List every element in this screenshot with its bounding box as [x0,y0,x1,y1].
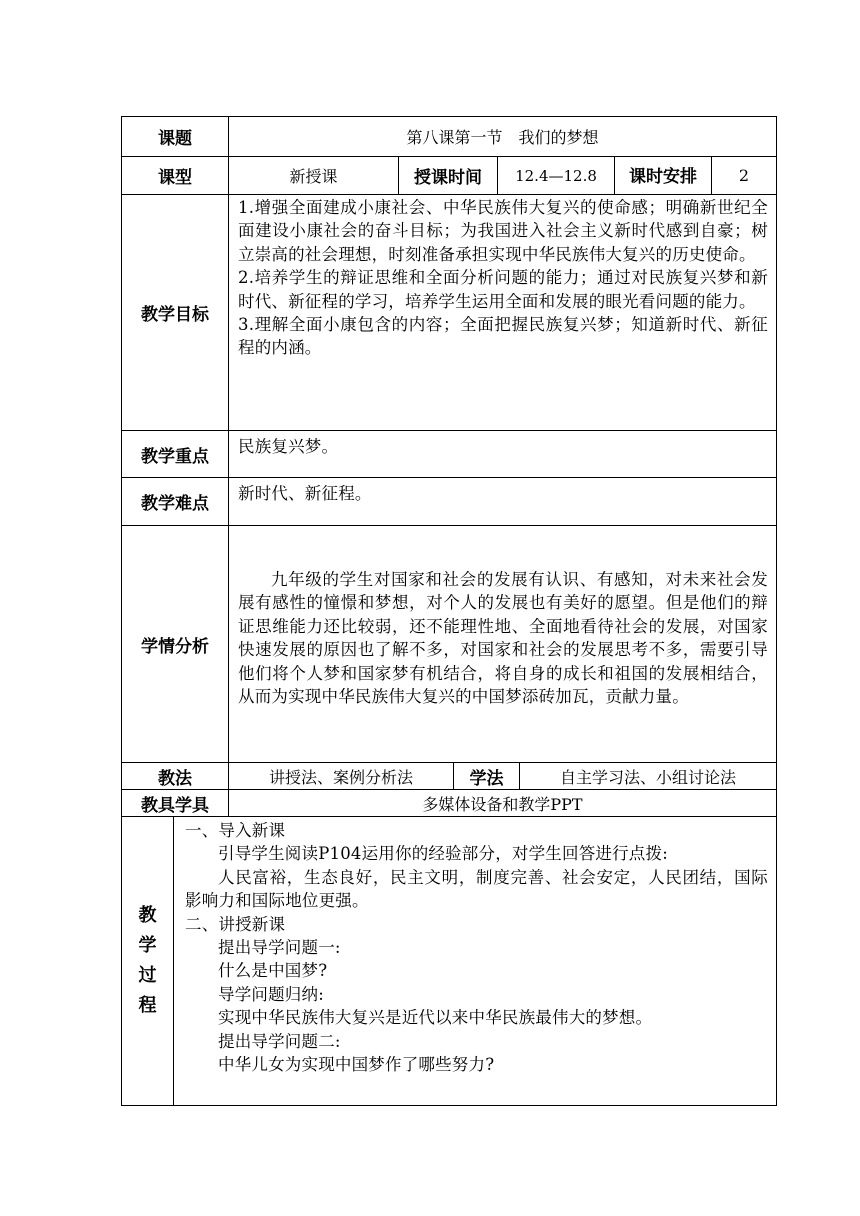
process-line: 二、讲授新课 [185,914,286,934]
process-content [173,816,777,1106]
process-label [121,816,174,1106]
process-line: 人民富裕，生态良好，民主文明，制度完善、社会安定，人民团结，国际影响力和国际地位更强。 [185,867,768,911]
teach-method-value: 讲授法、案例分析法 [228,762,454,790]
process-label-char: 教 [138,905,157,926]
process-line: 提出导学问题一: [218,938,341,958]
process-line: 一、导入新课 [185,821,286,840]
analysis-text: 九年级的学生对国家和社会的发展有认识、有感知，对未来社会发展有感性的憧憬和梦想，对个人的发展也有美好的愿望。但是他们的辩证思维能力还比较弱，还不能理性地、全面地看待社会的发展，对国家快速发展的原因也了解不多，对国家和社会的发展思考不多，需要引导他们将个人梦和国家梦有机结合，将自身的成长和祖国的发展相结合，从而为实现中华民族伟大复兴的中国梦添砖加瓦，贡献力量。 [238,570,768,707]
process-line: 引导学生阅读P104运用你的经验部分，对学生回答进行点拨: [218,844,668,864]
goal-item: 2.培养学生的辩证思维和全面分析问题的能力；通过对民族复兴梦和新时代、新征程的学习，培养学生运用全面和发展的眼光看问题的能力。 [238,268,768,311]
topic-value: 第八课第一节 我们的梦想 [228,116,777,157]
goal-item: 3.理解全面小康包含的内容；全面把握民族复兴梦；知道新时代、新征程的内涵。 [238,315,768,358]
difficulty-label: 教学难点 [121,477,229,526]
process-label-char: 程 [138,995,157,1016]
tools-label: 教具学具 [121,789,229,817]
teach-method-label: 教法 [121,762,229,790]
analysis-content [228,525,777,763]
process-line: 实现中华民族伟大复兴是近代以来中华民族最伟大的梦想。 [218,1008,653,1028]
periods-label: 课时安排 [614,156,712,195]
learn-method-label: 学法 [453,762,520,790]
tools-value: 多媒体设备和教学PPT [228,789,777,817]
process-label-char: 学 [138,935,157,956]
process-label-char: 过 [138,965,157,986]
learn-method-value: 自主学习法、小组讨论法 [519,762,777,790]
periods-value: 2 [711,156,777,195]
process-line: 提出导学问题二: [218,1031,341,1051]
process-line: 导学问题归纳: [218,984,324,1004]
key-point-label: 教学重点 [121,430,229,478]
goal-item: 1.增强全面建成小康社会、中华民族伟大复兴的使命感；明确新世纪全面建设小康社会的奋斗目标；为我国进入社会主义新时代感到自豪；树立崇高的社会理想，时刻准备承担实现中华民族伟大复兴的历史使命。 [238,198,768,264]
goals-content [228,194,777,431]
type-label: 课型 [121,156,229,195]
topic-label: 课题 [121,116,229,157]
time-label: 授课时间 [398,156,498,195]
key-point-value: 民族复兴梦。 [228,430,777,478]
difficulty-value: 新时代、新征程。 [228,477,777,526]
type-value: 新授课 [228,156,399,195]
analysis-label: 学情分析 [121,525,229,763]
goals-label: 教学目标 [121,194,229,431]
process-line: 中华儿女为实现中国梦作了哪些努力? [218,1055,495,1075]
time-value: 12.4—12.8 [497,156,615,195]
process-line: 什么是中国梦? [218,961,328,981]
